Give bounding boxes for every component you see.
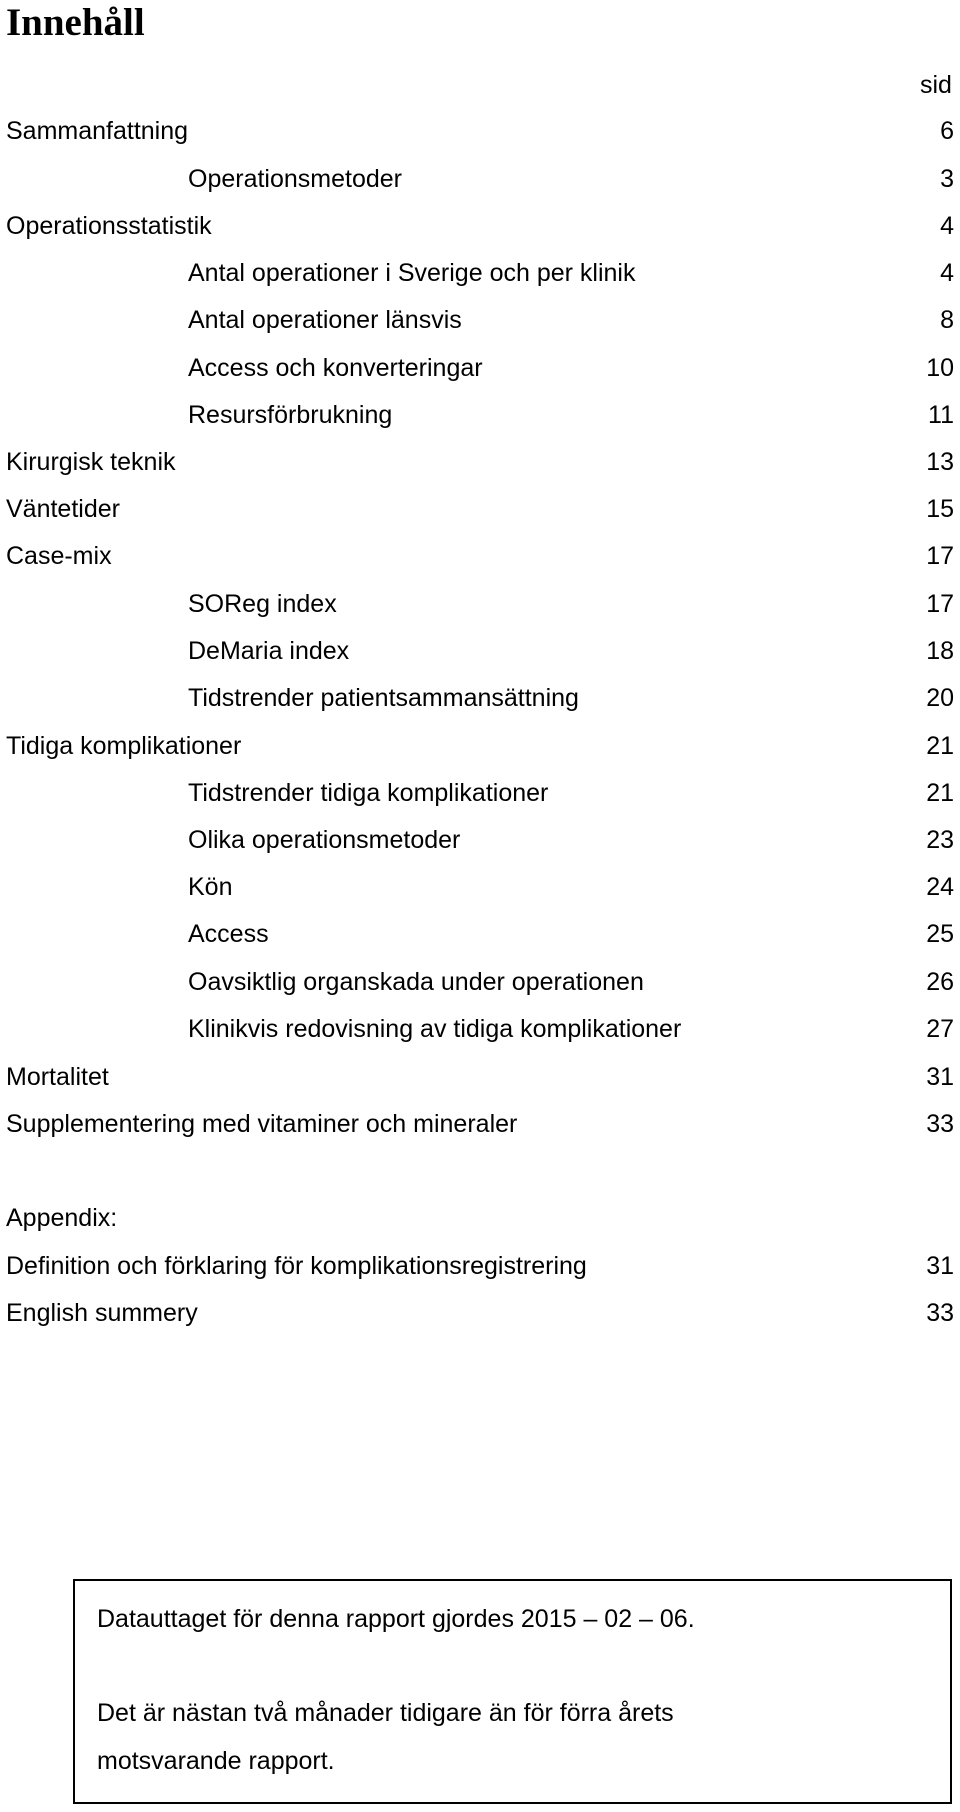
toc-entry-page: 17 bbox=[926, 590, 954, 618]
toc-entry-page: 17 bbox=[926, 542, 954, 570]
toc-entry-page: 15 bbox=[926, 495, 954, 523]
toc-entry-label: Operationsstatistik bbox=[6, 212, 212, 240]
toc-entry-label: Antal operationer länsvis bbox=[188, 306, 462, 334]
toc-entry-page: 3 bbox=[940, 165, 954, 193]
toc-entry-label: Mortalitet bbox=[6, 1063, 109, 1091]
toc-entry-tidstrender-tidiga-komplikationer[interactable] bbox=[0, 778, 960, 808]
notice-line-3: motsvarande rapport. bbox=[97, 1747, 335, 1775]
toc-entry-page: 24 bbox=[926, 873, 954, 901]
toc-entry-page: 20 bbox=[926, 684, 954, 712]
notice-line-1: Datauttaget för denna rapport gjordes 2015 – 02 – 06. bbox=[97, 1605, 695, 1633]
toc-entry-label: Tidiga komplikationer bbox=[6, 732, 242, 760]
toc-entry-klinikvis-redovisning[interactable] bbox=[0, 1014, 960, 1044]
toc-entry-access[interactable] bbox=[0, 919, 960, 949]
toc-entry-antal-operationer-lansvis[interactable] bbox=[0, 305, 960, 335]
toc-entry-page: 25 bbox=[926, 920, 954, 948]
appendix-entry-page: 31 bbox=[926, 1252, 954, 1280]
toc-entry-label: Antal operationer i Sverige och per klinik bbox=[188, 259, 636, 287]
toc-entry-label: DeMaria index bbox=[188, 637, 350, 665]
toc-entry-page: 23 bbox=[926, 826, 954, 854]
toc-entry-page: 4 bbox=[940, 259, 954, 287]
notice-line-2: Det är nästan två månader tidigare än för förra årets bbox=[97, 1699, 674, 1727]
toc-entry-resursforbrukning[interactable] bbox=[0, 400, 960, 430]
data-extraction-notice-box bbox=[73, 1579, 952, 1804]
toc-entry-label: Operationsmetoder bbox=[188, 165, 403, 193]
page-title: Innehåll bbox=[6, 1, 145, 44]
toc-entry-label: SOReg index bbox=[188, 590, 337, 618]
toc-entry-label: Tidstrender tidiga komplikationer bbox=[188, 779, 549, 807]
toc-entry-page: 10 bbox=[926, 354, 954, 382]
appendix-entry-label: Definition och förklaring för komplikationsregistrering bbox=[6, 1252, 587, 1280]
toc-entry-oavsiktlig-organskada[interactable] bbox=[0, 967, 960, 997]
toc-entry-olika-operationsmetoder[interactable] bbox=[0, 825, 960, 855]
toc-entry-label: Case-mix bbox=[6, 542, 112, 570]
toc-entry-label: Olika operationsmetoder bbox=[188, 826, 461, 854]
toc-entry-page: 26 bbox=[926, 968, 954, 996]
toc-entry-operationsmetoder[interactable] bbox=[0, 164, 960, 194]
toc-entry-page: 21 bbox=[926, 779, 954, 807]
toc-entry-demaria-index[interactable] bbox=[0, 636, 960, 666]
toc-entry-page: 21 bbox=[926, 732, 954, 760]
toc-entry-page: 31 bbox=[926, 1063, 954, 1091]
toc-entry-label: Access bbox=[188, 920, 269, 948]
toc-entry-label: Resursförbrukning bbox=[188, 401, 393, 429]
toc-entry-kirurgisk-teknik[interactable] bbox=[0, 447, 960, 477]
toc-entry-access-konverteringar[interactable] bbox=[0, 353, 960, 383]
toc-entry-sammanfattning[interactable] bbox=[0, 116, 960, 146]
page-column-header: sid bbox=[920, 71, 952, 99]
toc-entry-page: 6 bbox=[940, 117, 954, 145]
toc-entry-label: Tidstrender patientsammansättning bbox=[188, 684, 579, 712]
toc-entry-mortalitet[interactable] bbox=[0, 1062, 960, 1092]
appendix-entry-page: 33 bbox=[926, 1299, 954, 1327]
toc-entry-page: 8 bbox=[940, 306, 954, 334]
toc-entry-tidstrender-patientsammansattning[interactable] bbox=[0, 683, 960, 713]
toc-entry-label: Oavsiktlig organskada under operationen bbox=[188, 968, 644, 996]
toc-entry-page: 27 bbox=[926, 1015, 954, 1043]
toc-entry-operationsstatistik[interactable] bbox=[0, 211, 960, 241]
toc-entry-antal-operationer-sverige[interactable] bbox=[0, 258, 960, 288]
toc-entry-label: Supplementering med vitaminer och mineraler bbox=[6, 1110, 518, 1138]
toc-entry-tidiga-komplikationer[interactable] bbox=[0, 731, 960, 761]
toc-entry-label: Access och konverteringar bbox=[188, 354, 483, 382]
appendix-entry-label: English summery bbox=[6, 1299, 198, 1327]
toc-entry-page: 4 bbox=[940, 212, 954, 240]
toc-entry-supplementering[interactable] bbox=[0, 1109, 960, 1139]
toc-entry-page: 11 bbox=[928, 401, 954, 429]
toc-entry-label: Väntetider bbox=[6, 495, 120, 523]
toc-entry-label: Klinikvis redovisning av tidiga komplikationer bbox=[188, 1015, 682, 1043]
appendix-entry-english-summery[interactable] bbox=[0, 1298, 960, 1328]
toc-entry-page: 13 bbox=[926, 448, 954, 476]
toc-entry-label: Kirurgisk teknik bbox=[6, 448, 176, 476]
toc-entry-vantetider[interactable] bbox=[0, 494, 960, 524]
toc-entry-soreg-index[interactable] bbox=[0, 589, 960, 619]
toc-entry-page: 33 bbox=[926, 1110, 954, 1138]
toc-entry-kon[interactable] bbox=[0, 872, 960, 902]
toc-entry-case-mix[interactable] bbox=[0, 541, 960, 571]
toc-entry-label: Sammanfattning bbox=[6, 117, 189, 145]
toc-entry-label: Kön bbox=[188, 873, 233, 901]
appendix-heading: Appendix: bbox=[6, 1204, 118, 1232]
appendix-entry-definition[interactable] bbox=[0, 1251, 960, 1281]
toc-entry-page: 18 bbox=[926, 637, 954, 665]
